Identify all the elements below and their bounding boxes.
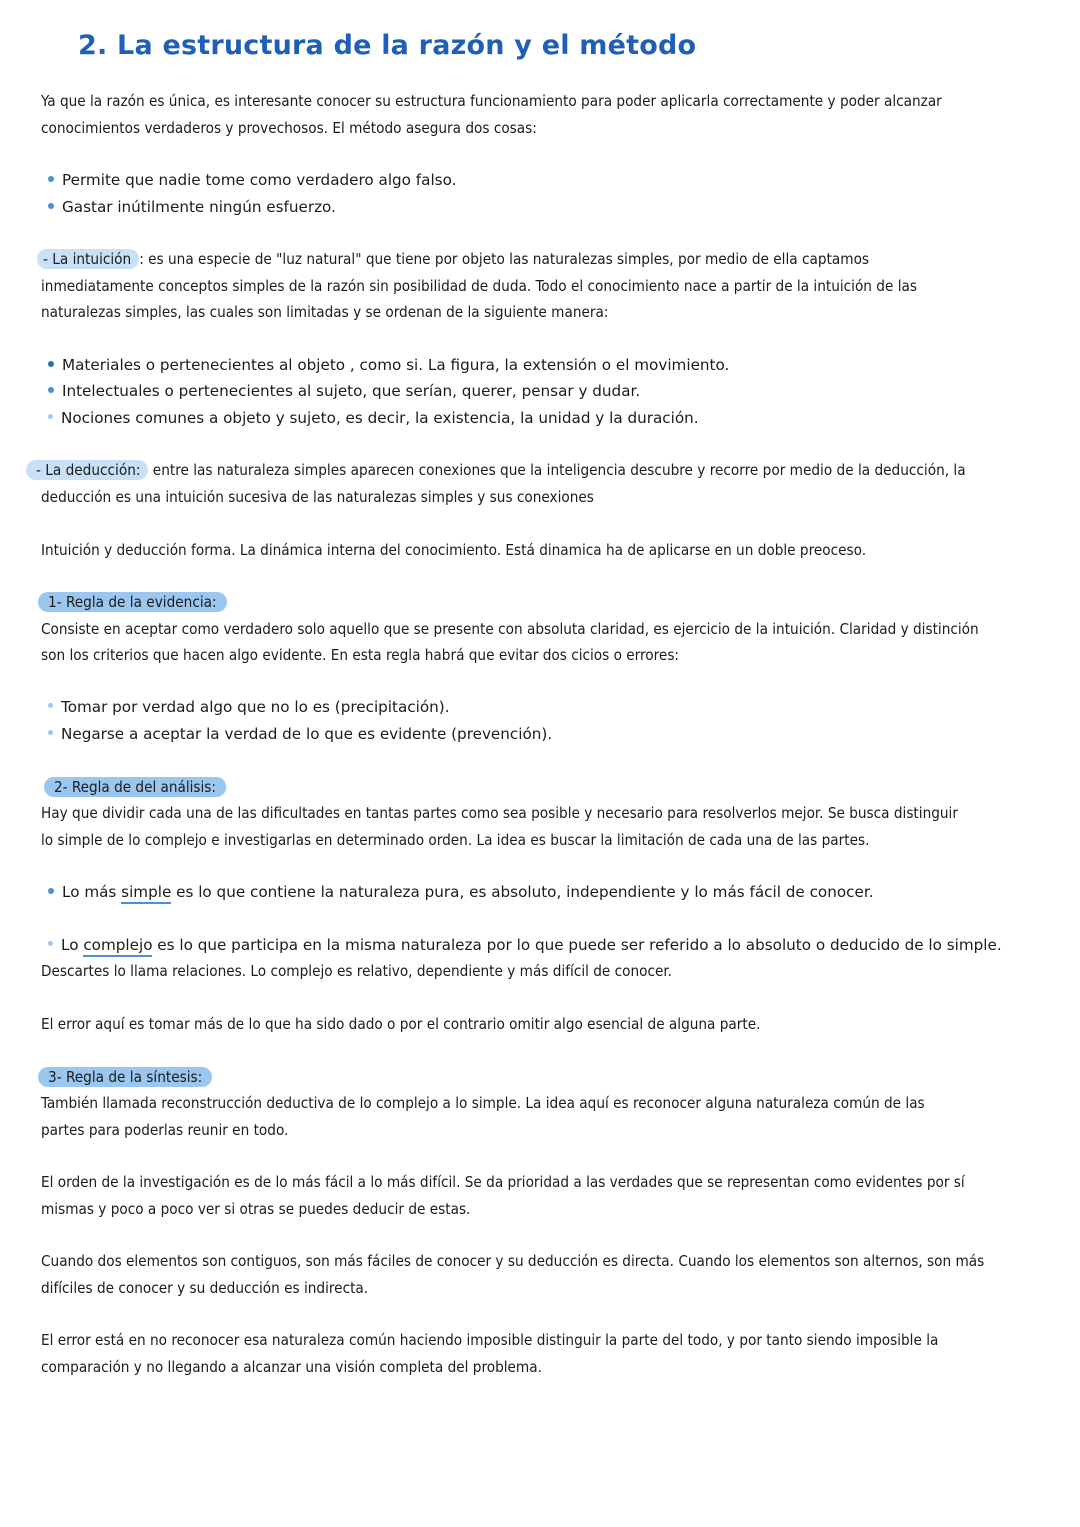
deduccion-line-1 [26,457,1026,484]
intuicion-label: - La intuición [37,249,139,269]
list-item [48,879,874,906]
list-item [48,721,552,748]
list-item [48,352,729,379]
orden-line-2: mismas y poco a poco ver si otras se puedes deducir de estas. [41,1200,471,1218]
error-line-1: El error está en no reconocer esa naturaleza común haciendo imposible distinguir la parte del todo, y por tanto siendo imposible la [41,1331,939,1349]
regla3-line-2: partes para poderlas reunir en todo. [41,1121,289,1139]
list-item-text: Negarse a aceptar la verdad de lo que es evidente (prevención). [61,725,553,743]
complejo-line-2: Descartes lo llama relaciones. Lo complejo es relativo, dependiente y más difícil de conocer. [41,962,672,980]
deduccion-text-1: entre las naturaleza simples aparecen conexiones que la inteligencia descubre y recorre por medio de la deducción, la [148,461,966,479]
list-item [48,378,640,405]
intro-line-1: Ya que la razón es única, es interesante conocer su estructura funcionamiento para poder aplicarla correctamente y poder alcanzar [41,92,942,110]
simple-word: simple [121,883,171,904]
bullet-icon [48,730,53,735]
list-item [48,932,1002,959]
regla1-heading-row [38,589,1038,616]
list-item-text: Permite que nadie tome como verdadero algo falso. [62,171,457,189]
list-item [48,694,450,721]
orden-line-1: El orden de la investigación es de lo más fácil a lo más difícil. Se da prioridad a las verdades que se representan como evidentes por sí [41,1173,965,1191]
list-item-text: Materiales o pertenecientes al objeto , como si. La figura, la extensión o el movimiento. [62,356,730,374]
regla3-line-1: También llamada reconstrucción deductiva de lo complejo a lo simple. La idea aquí es reconocer alguna naturaleza común de las [41,1094,925,1112]
complejo-post: es lo que participa en la misma naturaleza por lo que puede ser referido a lo absoluto o deducido de lo simple. [152,936,1002,954]
error-line-2: comparación y no llegando a alcanzar una visión completa del problema. [41,1358,542,1376]
regla2-line-2: lo simple de lo complejo e investigarlas en determinado orden. La idea es buscar la limitación de cada una de las partes. [41,831,870,849]
contiguos-line-2: difíciles de conocer y su deducción es indirecta. [41,1279,369,1297]
simple-post: es lo que contiene la naturaleza pura, es absoluto, independiente y lo más fácil de conocer. [171,883,874,901]
list-item [48,167,456,194]
bullet-icon [48,888,54,894]
regla1-line-2: son los criterios que hacen algo evidente. En esta regla habrá que evitar dos cicios o errores: [41,646,680,664]
deduccion-label: - La deducción: [26,460,148,480]
bullet-icon [48,361,54,367]
intuicion-line-1 [37,246,1037,273]
page-title: 2. La estructura de la razón y el método [78,30,697,61]
bullet-icon [48,387,54,393]
list-item [48,194,336,221]
dinamica-text: Intuición y deducción forma. La dinámica interna del conocimiento. Está dinamica ha de aplicarse en un doble preoceso. [41,541,867,559]
intuicion-line-2: inmediatamente conceptos simples de la razón sin posibilidad de duda. Todo el conocimiento nace a partir de la intuición de las [41,277,917,295]
regla2-line-1: Hay que dividir cada una de las dificultades en tantas partes como sea posible y necesario para resolverlos mejor. Se busca distinguir [41,804,958,822]
regla1-heading: 1- Regla de la evidencia: [38,592,227,612]
deduccion-line-2: deducción es una intuición sucesiva de las naturalezas simples y sus conexiones [41,488,594,506]
intuicion-text-1: : es una especie de "luz natural" que tiene por objeto las naturalezas simples, por medio de ella captamos [139,250,870,268]
regla2-heading: 2- Regla de del análisis: [44,777,226,797]
intro-line-2: conocimientos verdaderos y provechosos. El método asegura dos cosas: [41,119,537,137]
list-item [48,405,699,432]
intuicion-line-3: naturalezas simples, las cuales son limitadas y se ordenan de la siguiente manera: [41,303,609,321]
bullet-icon [48,703,53,708]
simple-pre: Lo más [62,883,122,901]
bullet-icon [48,203,54,209]
list-item-text: Gastar inútilmente ningún esfuerzo. [62,198,336,216]
regla3-heading: 3- Regla de la síntesis: [38,1067,212,1087]
bullet-icon [48,414,53,419]
complejo-word: complejo [83,936,152,957]
contiguos-line-1: Cuando dos elementos son contiguos, son más fáciles de conocer y su deducción es directa. Cuando los elementos son alternos, son más [41,1252,985,1270]
list-item-text: Tomar por verdad algo que no lo es (precipitación). [61,698,450,716]
list-item-text: Nociones comunes a objeto y sujeto, es decir, la existencia, la unidad y la duración. [61,409,699,427]
list-item-text: Intelectuales o pertenecientes al sujeto, que serían, querer, pensar y dudar. [62,382,641,400]
regla3-heading-row [38,1064,1038,1091]
regla2-error: El error aquí es tomar más de lo que ha sido dado o por el contrario omitir algo esencial de alguna parte. [41,1015,761,1033]
complejo-pre: Lo [61,936,84,954]
bullet-icon [48,941,53,946]
bullet-icon [48,176,54,182]
regla2-heading-row [44,774,1040,801]
regla1-line-1: Consiste en aceptar como verdadero solo aquello que se presente con absoluta claridad, es ejercicio de la intuición. Claridad y distinción [41,620,979,638]
